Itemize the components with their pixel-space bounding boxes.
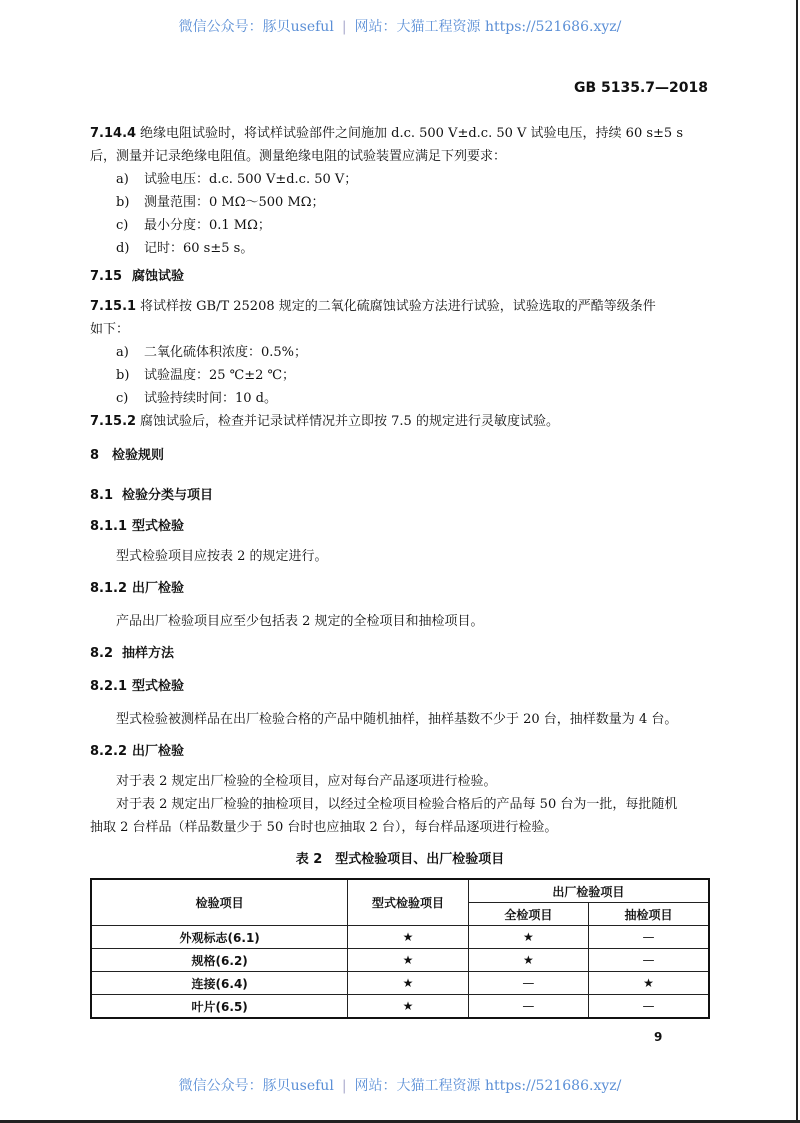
section-heading bbox=[90, 642, 174, 661]
table-row bbox=[91, 995, 709, 1019]
section-title: 抽样方法 bbox=[122, 646, 175, 661]
list-item bbox=[116, 387, 277, 406]
table-caption: 表 2 型式检验项目、出厂检验项目 bbox=[295, 852, 505, 867]
section-title: 检验分类与项目 bbox=[122, 488, 214, 503]
paragraph: 抽取 2 台样品（样品数量少于 50 台时也应抽取 2 台），每台样品逐项进行检验。 bbox=[90, 820, 558, 835]
scan-edge-right bbox=[796, 0, 798, 1123]
clause-7-15-1 bbox=[90, 295, 656, 314]
paragraph: 对于表 2 规定出厂检验的全检项目，应对每台产品逐项进行检验。 bbox=[116, 774, 497, 789]
header-full: 全检项目 bbox=[468, 903, 588, 926]
table-header-row bbox=[91, 879, 709, 903]
section-title: 出厂检验 bbox=[132, 581, 185, 596]
list-item bbox=[116, 364, 295, 383]
section-heading bbox=[90, 265, 184, 284]
watermark-text: 微信公众号：豚贝useful bbox=[178, 1078, 334, 1094]
list-text: 二氧化硫体积浓度：0.5%； bbox=[144, 345, 308, 360]
list-label: c) bbox=[116, 391, 129, 406]
inspection-table bbox=[90, 878, 710, 1019]
cell-item: 外观标志(6.1) bbox=[91, 926, 348, 949]
cell-type: ★ bbox=[348, 949, 468, 972]
section-heading bbox=[90, 444, 164, 463]
cell-sample: — bbox=[589, 926, 709, 949]
clause-number: 7.15.1 bbox=[90, 299, 137, 314]
standard-number: GB 5135.7—2018 bbox=[573, 80, 708, 96]
header-type: 型式检验项目 bbox=[348, 879, 468, 926]
clause-text: 腐蚀试验后，检查并记录试样情况并立即按 7.5 的规定进行灵敏度试验。 bbox=[140, 414, 559, 429]
cell-sample: ★ bbox=[589, 972, 709, 995]
list-label: c) bbox=[116, 218, 129, 233]
section-title: 检验规则 bbox=[112, 448, 165, 463]
cell-sample: — bbox=[589, 949, 709, 972]
watermark-top bbox=[0, 16, 800, 36]
table-row bbox=[91, 972, 709, 995]
cell-full: — bbox=[468, 972, 588, 995]
section-number: 8.2.1 bbox=[90, 679, 128, 694]
clause-number: 7.14.4 bbox=[90, 126, 137, 141]
list-item bbox=[116, 341, 307, 360]
section-heading bbox=[90, 675, 184, 694]
watermark-separator: | bbox=[341, 19, 347, 35]
list-text: 试验持续时间：10 d。 bbox=[144, 391, 277, 406]
cell-full: — bbox=[468, 995, 588, 1019]
cell-sample: — bbox=[589, 995, 709, 1019]
section-heading bbox=[90, 577, 184, 596]
section-number: 8.1 bbox=[90, 488, 114, 503]
section-number: 7.15 bbox=[90, 269, 123, 284]
header-sample: 抽检项目 bbox=[589, 903, 709, 926]
clause-text: 如下： bbox=[90, 322, 130, 337]
clause-number: 7.15.2 bbox=[90, 414, 137, 429]
cell-type: ★ bbox=[348, 995, 468, 1019]
section-number: 8 bbox=[90, 448, 100, 463]
header-item: 检验项目 bbox=[91, 879, 348, 926]
watermark-separator: | bbox=[341, 1078, 347, 1094]
table-row bbox=[91, 949, 709, 972]
section-title: 型式检验 bbox=[132, 519, 185, 534]
page-number: 9 bbox=[654, 1030, 663, 1044]
list-item bbox=[116, 214, 271, 233]
paragraph: 产品出厂检验项目应至少包括表 2 规定的全检项目和抽检项目。 bbox=[116, 614, 484, 629]
list-item bbox=[116, 237, 253, 256]
list-text: 记时：60 s±5 s。 bbox=[144, 241, 254, 256]
list-text: 试验温度：25 ℃±2 ℃； bbox=[144, 368, 296, 383]
list-label: a) bbox=[116, 345, 129, 360]
list-item bbox=[116, 191, 325, 210]
list-text: 试验电压：d.c. 500 V±d.c. 50 V； bbox=[144, 172, 358, 187]
cell-full: ★ bbox=[468, 926, 588, 949]
list-label: d) bbox=[116, 241, 130, 256]
list-text: 最小分度：0.1 MΩ； bbox=[144, 218, 271, 233]
paragraph: 型式检验项目应按表 2 的规定进行。 bbox=[116, 549, 328, 564]
clause-text: 将试样按 GB/T 25208 规定的二氧化硫腐蚀试验方法进行试验，试验选取的严酷等级条件 bbox=[140, 299, 656, 314]
list-text: 测量范围：0 MΩ～500 MΩ； bbox=[144, 195, 325, 210]
section-title: 腐蚀试验 bbox=[132, 269, 185, 284]
section-number: 8.2 bbox=[90, 646, 114, 661]
list-item bbox=[116, 168, 357, 187]
section-heading bbox=[90, 484, 213, 503]
cell-item: 规格(6.2) bbox=[91, 949, 348, 972]
section-title: 型式检验 bbox=[132, 679, 185, 694]
header-factory: 出厂检验项目 bbox=[468, 879, 709, 903]
watermark-bottom bbox=[0, 1075, 800, 1095]
list-label: a) bbox=[116, 172, 129, 187]
cell-item: 连接(6.4) bbox=[91, 972, 348, 995]
section-heading bbox=[90, 740, 184, 759]
watermark-text: 微信公众号：豚贝useful bbox=[178, 19, 334, 35]
section-title: 出厂检验 bbox=[132, 744, 185, 759]
cell-type: ★ bbox=[348, 926, 468, 949]
list-label: b) bbox=[116, 195, 130, 210]
clause-7-14-4 bbox=[90, 122, 683, 141]
section-number: 8.1.1 bbox=[90, 519, 128, 534]
paragraph: 型式检验被测样品在出厂检验合格的产品中随机抽样，抽样基数不少于 20 台，抽样数量为 4 台。 bbox=[116, 712, 678, 727]
section-heading bbox=[90, 515, 184, 534]
watermark-link[interactable]: 网站：大猫工程资源 https://521686.xyz/ bbox=[354, 19, 622, 35]
list-label: b) bbox=[116, 368, 130, 383]
table-row bbox=[91, 926, 709, 949]
paragraph: 对于表 2 规定出厂检验的抽检项目，以经过全检项目检验合格后的产品每 50 台为一批，每批随机 bbox=[116, 797, 678, 812]
cell-full: ★ bbox=[468, 949, 588, 972]
clause-7-15-2 bbox=[90, 410, 559, 429]
section-number: 8.1.2 bbox=[90, 581, 128, 596]
watermark-link[interactable]: 网站：大猫工程资源 https://521686.xyz/ bbox=[354, 1078, 622, 1094]
cell-type: ★ bbox=[348, 972, 468, 995]
cell-item: 叶片(6.5) bbox=[91, 995, 348, 1019]
section-number: 8.2.2 bbox=[90, 744, 128, 759]
clause-text: 后，测量并记录绝缘电阻值。测量绝缘电阻的试验装置应满足下列要求： bbox=[90, 149, 507, 164]
clause-text: 绝缘电阻试验时，将试样试验部件之间施加 d.c. 500 V±d.c. 50 V 试验电压，持续 60 s±5 s bbox=[140, 126, 683, 141]
